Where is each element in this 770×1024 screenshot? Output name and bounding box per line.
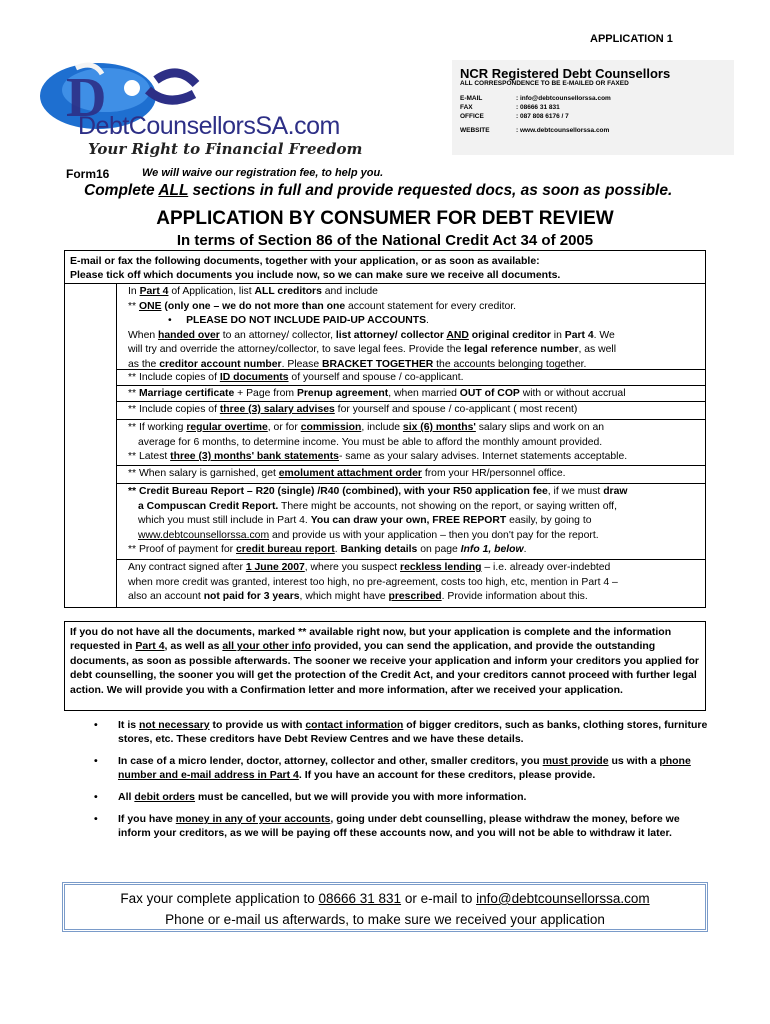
ncr-office-row: OFFICE : 087 808 6176 / 7 xyxy=(460,113,569,120)
company-logo xyxy=(36,50,366,162)
page-title: APPLICATION BY CONSUMER FOR DEBT REVIEW xyxy=(156,208,614,229)
complete-instruction: Complete ALL sections in full and provide requested docs, as soon as possible. xyxy=(84,182,673,199)
bullet-contact-info: • It is not necessary to provide us with contact information of bigger creditors, such as banks, clothing stores, furniture stores, etc. These creditors have Debt Review Centres and we have these details. xyxy=(94,719,708,745)
checklist-row-id: ** Include copies of ID documents of yourself and spouse / co-applicant. xyxy=(117,370,705,386)
bullet-withdraw-money: • If you have money in any of your accounts, going under debt counselling, please withdraw the money, before we inform your creditors, as we will be paying off these accounts now, and you will not be able to withdraw it later. xyxy=(94,813,680,839)
bullet-debit-orders: • All debit orders must be cancelled, but we will provide you with more information. xyxy=(94,791,527,803)
checklist-row-creditors: In Part 4 of Application, list ALL creditors and include ** ONE (only one – we do not more than one account statement for every creditor. • PLEASE DO NOT INCLUDE PAID-UP ACCOUNTS. When handed over to an attorney/ collector, list attorney/ collector AND original creditor in Part 4. We will try and override the attorney/collector, to save legal fees. Provide the legal reference number, as well as the creditor account number. Please BRACKET TOGETHER the accounts belonging together. xyxy=(117,284,705,370)
documents-checklist xyxy=(64,250,706,608)
website-link[interactable]: www.debtcounsellorssa.com xyxy=(138,529,270,541)
info-bullet-list xyxy=(88,718,708,848)
email-link[interactable]: info@debtcounsellorssa.com xyxy=(476,891,650,906)
fax-instructions-box xyxy=(62,882,708,932)
checklist-row-marriage: ** Marriage certificate + Page from Prenup agreement, when married OUT of COP with or without accrual xyxy=(117,386,705,402)
logo-tagline: Your Right to Financial Freedom xyxy=(88,140,363,158)
checklist-row-garnish: ** When salary is garnished, get emolument attachment order from your HR/personnel office. xyxy=(117,466,705,484)
fax-line: Fax your complete application to 08666 31 831 or e-mail to info@debtcounsellorssa.com xyxy=(120,891,650,906)
ncr-email-row: E-MAIL : info@debtcounsellorssa.com xyxy=(460,95,611,102)
page-subtitle: In terms of Section 86 of the National Credit Act 34 of 2005 xyxy=(176,232,594,249)
form-id: Form16 xyxy=(66,167,110,181)
logo-name: DebtCounsellorsSA.com xyxy=(78,112,340,140)
ncr-contact-box xyxy=(452,60,734,155)
application-label: APPLICATION 1 xyxy=(590,33,673,45)
ncr-fax-row: FAX : 08666 31 831 xyxy=(460,104,560,111)
outstanding-docs-note: If you do not have all the documents, marked ** available right now, but your application is complete and the information requested in Part 4, as well as all your other info provided, you can send the application, and provide the outstanding documents, as soon as possible afterwards. The sooner we receive your application and inform your creditors you applied for debt counselling, the sooner you will get the protection of the Credit Act, and your creditors cannot proceed with further legal action. We will provide you with a Confirmation letter and more information, after we received your application. xyxy=(64,621,706,711)
waive-note: We will waive our registration fee, to help you. xyxy=(142,167,384,179)
ncr-title: NCR Registered Debt Counsellors xyxy=(460,66,671,81)
ncr-website-row: WEBSITE : www.debtcounsellorssa.com xyxy=(460,127,610,134)
checklist-row-overtime: ** If working regular overtime, or for commission, include six (6) months' salary slips and work on an average for 6 months, to determine income. You must be able to afford the monthly amount provided. ** Latest three (3) months' bank statements- same as your salary advises. Internet statements acceptable. xyxy=(117,420,705,466)
svg-text:D: D xyxy=(66,67,107,129)
checklist-header: E-mail or fax the following documents, together with your application, or as soon as available: Please tick off which documents you include now, so we can make sure we receive all documents. xyxy=(65,251,705,284)
follow-up-line: Phone or e-mail us afterwards, to make sure we received your application xyxy=(165,912,605,927)
checklist-row-credit-bureau: ** Credit Bureau Report – R20 (single) /R40 (combined), with your R50 application fee, if we must draw a Compuscan Credit Report. There might be accounts, not showing on the report, or saying written off, which you must still include in Part 4. You can draw your own, FREE REPORT easily, by going to www.debtcounsellorssa.com and provide us with your application – then you don't pay for the report. ** Proof of payment for credit bureau report. Banking details on page Info 1, below. xyxy=(117,484,705,560)
checklist-row-salary: ** Include copies of three (3) salary advises for yourself and spouse / co-applicant ( most recent) xyxy=(117,402,705,420)
bullet-small-creditors: • In case of a micro lender, doctor, attorney, collector and other, smaller creditors, you must provide us with a phone number and e-mail address in Part 4. If you have an account for these creditors, please provide. xyxy=(94,755,691,781)
checklist-row-reckless: Any contract signed after 1 June 2007, where you suspect reckless lending – i.e. already over-indebted when more credit was granted, interest too high, no pre-agreement, costs too high, etc, mention in Part 4 – also an account not paid for 3 years, which might have prescribed. Provide information about this. xyxy=(128,562,618,602)
fax-number[interactable]: 08666 31 831 xyxy=(318,891,402,906)
ncr-subtitle: ALL CORRESPONDENCE TO BE E-MAILED OR FAXED xyxy=(460,80,629,87)
